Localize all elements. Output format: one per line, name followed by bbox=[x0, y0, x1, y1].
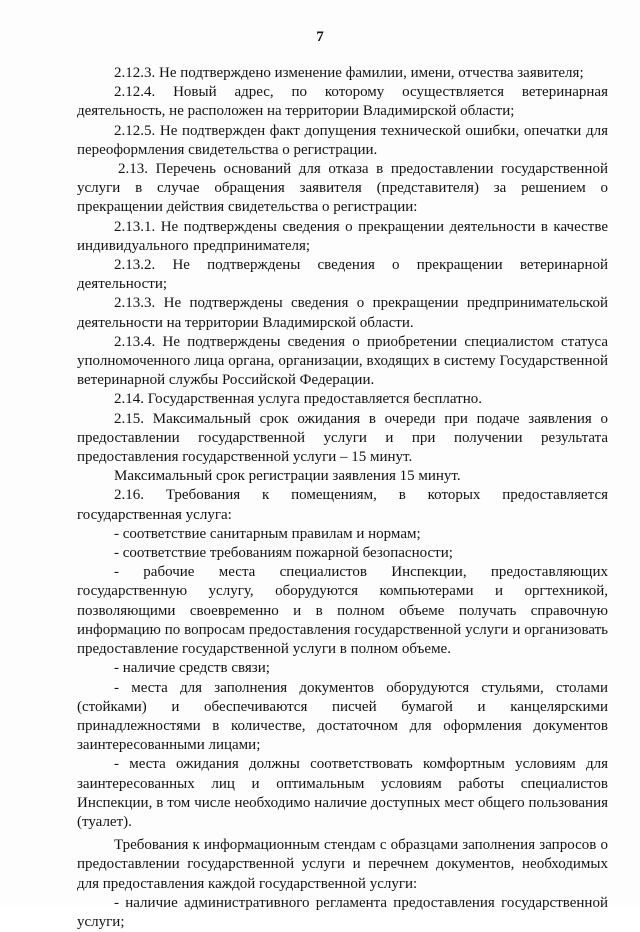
list-item-waiting-places: - места ожидания должны соответствовать комфортным условиям для заинтересованных лиц и оптимальным условиям работы специалистов Инспекции, в том числе необходимо наличие доступных мест общего пользования (туалет). bbox=[77, 756, 608, 830]
paragraph-2-12-5: 2.12.5. Не подтвержден факт допущения технической ошибки, опечатки для переоформления свидетельства о регистрации. bbox=[77, 122, 608, 158]
paragraph-registration-time: Максимальный срок регистрации заявления 15 минут. bbox=[114, 468, 461, 485]
paragraph-2-16: 2.16. Требования к помещениям, в которых предоставляется государственная услуга: bbox=[77, 487, 608, 523]
page-number: 7 bbox=[316, 29, 324, 45]
paragraph-2-13-2: 2.13.2. Не подтверждены сведения о прекращении ветеринарной деятельности; bbox=[77, 257, 608, 293]
list-item-workplaces: - рабочие места специалистов Инспекции, предоставляющих государственную услугу, оборудуются компьютерами и оргтехникой, позволяющими своевременно и в полном объеме получать справочную информацию по вопросам предоставления государственной услуги и организовать предоставление государственной услуги в полном объеме. bbox=[77, 564, 608, 658]
paragraph-2-13-3: 2.13.3. Не подтверждены сведения о прекращении предпринимательской деятельности на территории Владимирской области. bbox=[77, 295, 608, 331]
paragraph-2-14: 2.14. Государственная услуга предоставляется бесплатно. bbox=[114, 391, 482, 408]
paragraph-2-15: 2.15. Максимальный срок ожидания в очереди при подаче заявления о предоставлении государственной услуги и при получении результата предоставления государственной услуги – 15 минут. bbox=[77, 410, 608, 466]
list-item-sanitary-rules: - соответствие санитарным правилам и нормам; bbox=[114, 525, 421, 542]
list-item-document-filling-places: - места для заполнения документов оборудуются стульями, столами (стойками) и обеспечиваются писчей бумагой и канцелярскими принадлежностями в количестве, достаточном для оформления документов заинтересованными лицами; bbox=[77, 679, 608, 754]
paragraph-2-12-3: 2.12.3. Не подтверждено изменение фамилии, имени, отчества заявителя; bbox=[114, 65, 584, 81]
list-item-fire-safety: - соответствие требованиям пожарной безопасности; bbox=[114, 545, 453, 562]
paragraph-2-13-4: 2.13.4. Не подтверждены сведения о приобретении специалистом статуса уполномоченного лица органа, организации, входящих в систему Государственной ветеринарной службы Российской Федерации. bbox=[77, 333, 608, 389]
paragraph-2-13-1: 2.13.1. Не подтверждены сведения о прекращении деятельности в качестве индивидуального предпринимателя; bbox=[77, 218, 608, 254]
list-item-admin-regulation: - наличие административного регламента предоставления государственной услуги; bbox=[77, 894, 608, 930]
document-body bbox=[77, 64, 608, 932]
list-item-communication: - наличие средств связи; bbox=[114, 660, 270, 677]
paragraph-info-stands: Требования к информационным стендам с образцами заполнения запросов о предоставлении государственной услуги и перечнем документов, необходимых для предоставления каждой государственной услуги: bbox=[77, 837, 608, 892]
paragraph-2-13: 2.13. Перечень оснований для отказа в предоставлении государственной услуги в случае обращения заявителя (представителя) за решением о прекращении действия свидетельства о регистрации: bbox=[77, 161, 608, 216]
paragraph-2-12-4: 2.12.4. Новый адрес, по которому осуществляется ветеринарная деятельность, не расположен на территории Владимирской области; bbox=[77, 84, 608, 120]
